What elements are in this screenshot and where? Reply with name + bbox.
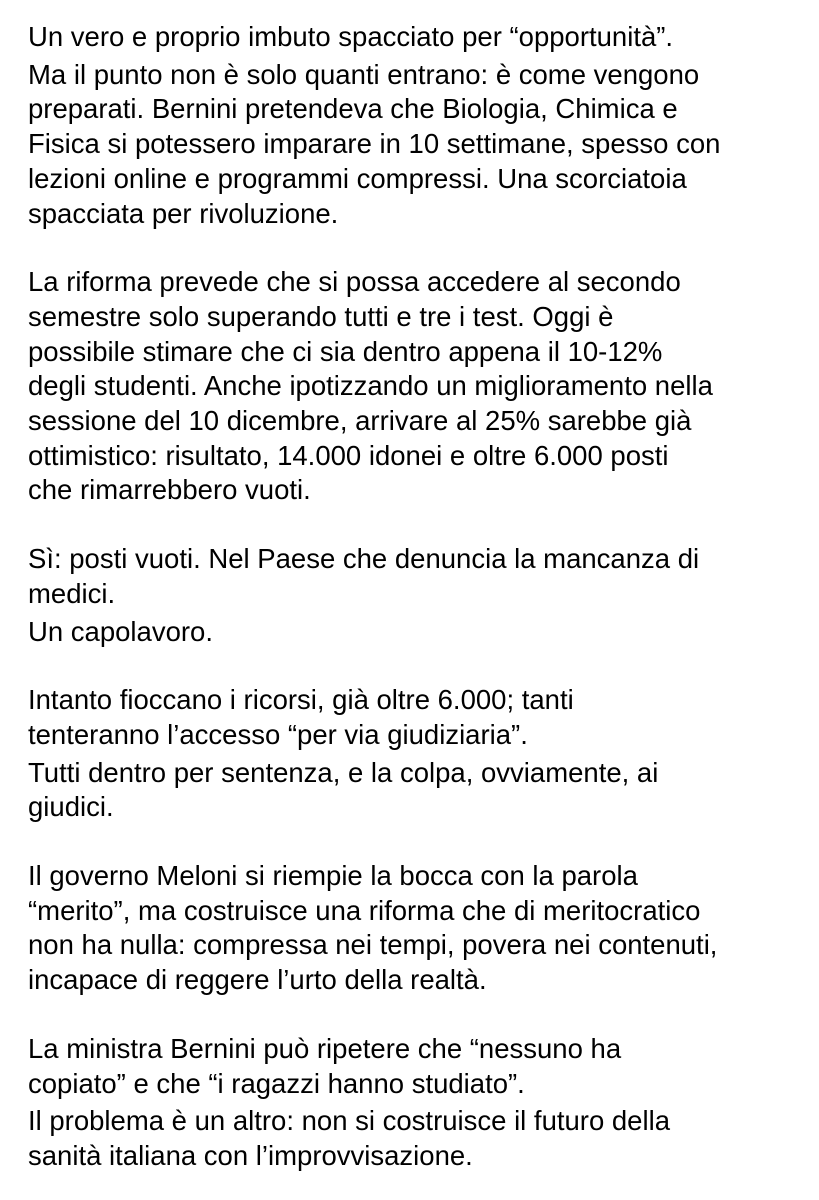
paragraph [28, 683, 808, 752]
text-line: Sì: posti vuoti. Nel Paese che denuncia la mancanza di [28, 543, 700, 575]
text-line: copiato” e che “i ragazzi hanno studiato”. [28, 1067, 525, 1099]
text-line: lezioni online e programmi compressi. Una scorciatoia [28, 162, 687, 194]
text-line: tenteranno l’accesso “per via giudiziaria”. [28, 718, 528, 750]
paragraph [28, 1104, 808, 1173]
text-line: semestre solo superando tutti e tre i test. Oggi è [28, 300, 614, 332]
text-line: giudici. [28, 791, 114, 823]
text-line: Fisica si potessero imparare in 10 settimane, spesso con [28, 128, 721, 160]
text-line: La ministra Bernini può ripetere che “nessuno ha [28, 1032, 622, 1064]
paragraph [28, 265, 808, 508]
text-line: che rimarrebbero vuoti. [28, 474, 311, 506]
text-line: Ma il punto non è solo quanti entrano: è come vengono [28, 58, 700, 90]
paragraph [28, 542, 808, 611]
text-line: medici. [28, 577, 116, 609]
text-line: preparati. Bernini pretendeva che Biologia, Chimica e [28, 93, 678, 125]
text-line: Un capolavoro. [28, 615, 213, 647]
text-line: Il problema è un altro: non si costruisce il futuro della [28, 1105, 670, 1137]
paragraph [28, 859, 808, 998]
text-line: Il governo Meloni si riempie la bocca con la parola [28, 860, 638, 892]
paragraph [28, 58, 808, 232]
text-line: sanità italiana con l’improvvisazione. [28, 1139, 473, 1171]
text-line: La riforma prevede che si possa accedere al secondo [28, 266, 681, 298]
paragraph [28, 20, 808, 55]
paragraph [28, 756, 808, 825]
text-line: non ha nulla: compressa nei tempi, povera nei contenuti, [28, 929, 718, 961]
text-line: spacciata per rivoluzione. [28, 197, 339, 229]
text-line: ottimistico: risultato, 14.000 idonei e oltre 6.000 posti [28, 439, 669, 471]
text-line: sessione del 10 dicembre, arrivare al 25% sarebbe già [28, 405, 692, 437]
paragraph [28, 1032, 808, 1101]
text-line: “merito”, ma costruisce una riforma che di meritocratico [28, 894, 701, 926]
document-body [28, 20, 808, 1174]
text-line: degli studenti. Anche ipotizzando un miglioramento nella [28, 370, 713, 402]
text-line: Un vero e proprio imbuto spacciato per “opportunità”. [28, 21, 674, 52]
paragraph [28, 615, 808, 650]
text-line: Tutti dentro per sentenza, e la colpa, ovviamente, ai [28, 756, 659, 788]
text-line: incapace di reggere l’urto della realtà. [28, 964, 487, 996]
text-line: possibile stimare che ci sia dentro appena il 10-12% [28, 335, 663, 367]
text-line: Intanto fioccano i ricorsi, già oltre 6.000; tanti [28, 684, 574, 716]
